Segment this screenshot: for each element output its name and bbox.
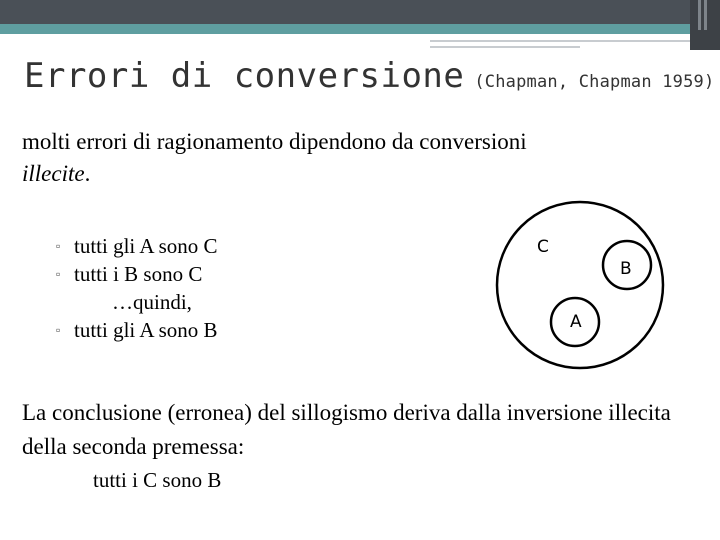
premise-text: tutti i B sono C	[74, 262, 203, 286]
intro-paragraph	[22, 126, 582, 190]
syllogism-list	[56, 232, 218, 344]
conclusion-paragraph: La conclusione (erronea) del sillogismo deriva dalla inversione illecita della seconda premessa:	[22, 400, 671, 459]
bullet-marker: ▫	[56, 323, 61, 337]
header-accent-stripe	[0, 24, 720, 34]
venn-diagram	[490, 198, 690, 388]
premise-1	[56, 232, 218, 260]
intro-text: molti errori di ragionamento dipendono da conversioni	[22, 129, 527, 154]
label-b: B	[620, 259, 632, 279]
intro-emphasis: illecite	[22, 161, 85, 186]
label-c: C	[537, 237, 549, 257]
slide-title	[24, 56, 714, 96]
title-main: Errori di conversione	[24, 56, 465, 96]
therefore-line	[56, 288, 218, 316]
inverted-premise: tutti i C sono B	[93, 468, 222, 492]
conclusion-text: tutti gli A sono B	[74, 318, 218, 342]
corner-stripe	[698, 0, 701, 30]
premise-text: tutti gli A sono C	[74, 234, 218, 258]
intro-period: .	[84, 161, 91, 186]
bullet-marker: ▫	[56, 239, 61, 253]
bullet-marker: ▫	[56, 267, 61, 281]
decorative-line	[430, 46, 580, 48]
conclusion-item	[56, 316, 218, 344]
therefore-text: …quindi,	[112, 290, 192, 314]
premise-2	[56, 260, 218, 288]
decorative-line	[430, 40, 690, 42]
label-a: A	[570, 312, 582, 332]
corner-stripe	[704, 0, 707, 30]
header-bar	[0, 0, 720, 24]
title-citation: (Chapman, Chapman 1959)	[474, 72, 715, 92]
